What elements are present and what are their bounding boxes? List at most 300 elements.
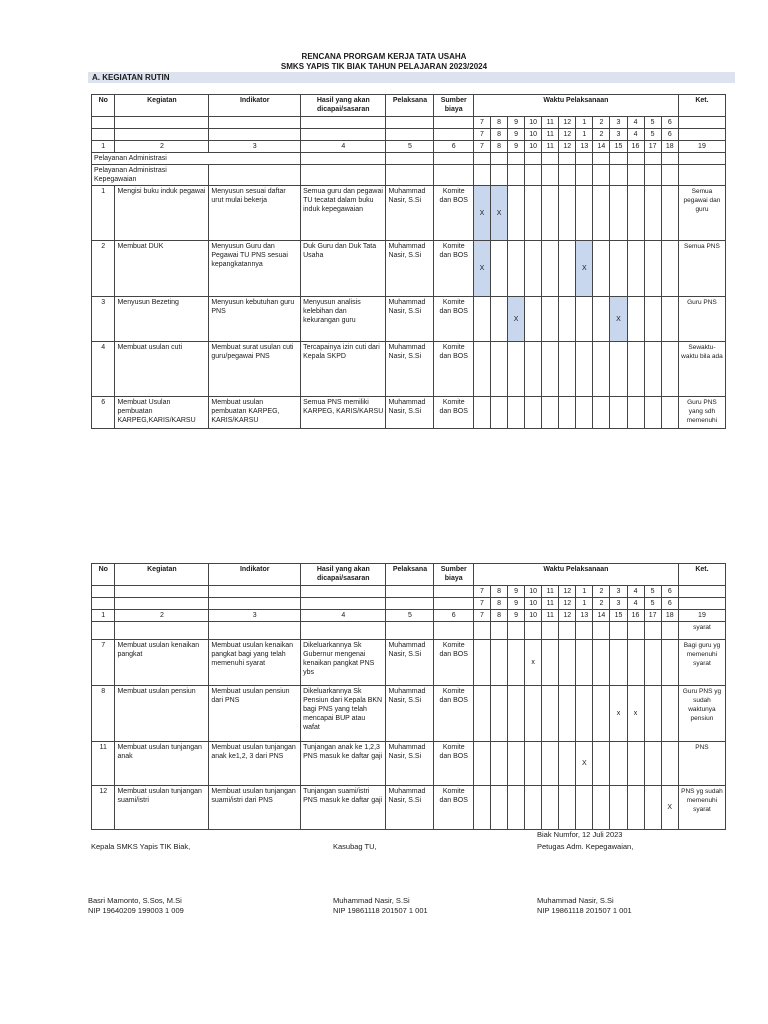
schedule-mark <box>644 186 661 241</box>
index-spacer <box>209 129 301 141</box>
row-no: 6 <box>92 397 115 429</box>
header-hasil: Hasil yang akan dicapai/sasaran <box>301 95 386 117</box>
month-cell: 3 <box>610 129 627 141</box>
schedule-mark <box>593 186 610 241</box>
row-pelaksana: Muhammad Nasir, S.Si <box>386 640 434 686</box>
month-cell: 3 <box>610 117 627 129</box>
schedule-mark <box>559 297 576 342</box>
row-pelaksana: Muhammad Nasir, S.Si <box>386 686 434 742</box>
column-index-cell: 2 <box>115 141 209 153</box>
row-kegiatan: Membuat usulan kenaikan pangkat <box>115 640 209 686</box>
carry-ket: syarat <box>678 622 725 640</box>
column-index-cell: 6 <box>434 141 473 153</box>
carry-spacer <box>92 622 115 640</box>
month-cell: 8 <box>491 586 508 598</box>
row-hasil: Semua guru dan pegawai TU tecatat dalam buku induk kepegawaian <box>301 186 386 241</box>
row-kegiatan: Membuat usulan pensiun <box>115 686 209 742</box>
category-spacer <box>301 153 386 165</box>
category-spacer <box>491 153 508 165</box>
header-waktu: Waktu Pelaksanaan <box>473 564 678 586</box>
schedule-mark: x <box>627 686 644 742</box>
month-cell: 2 <box>593 598 610 610</box>
row-indikator: Menyusun Guru dan Pegawai TU PNS sesuai kepangkatannya <box>209 241 301 297</box>
schedule-mark <box>491 297 508 342</box>
schedule-mark <box>610 786 627 830</box>
carry-over-row <box>92 622 726 640</box>
schedule-mark <box>661 186 678 241</box>
schedule-mark <box>644 297 661 342</box>
schedule-mark <box>559 186 576 241</box>
table-row <box>92 297 726 342</box>
carry-spacer <box>434 622 473 640</box>
schedule-mark <box>593 241 610 297</box>
column-index-cell: 4 <box>301 141 386 153</box>
schedule-mark <box>644 640 661 686</box>
schedule-mark <box>542 742 559 786</box>
index-spacer <box>386 598 434 610</box>
schedule-mark <box>559 742 576 786</box>
schedule-mark <box>542 297 559 342</box>
row-no: 11 <box>92 742 115 786</box>
column-index-cell: 14 <box>593 141 610 153</box>
row-pelaksana: Muhammad Nasir, S.Si <box>386 397 434 429</box>
column-index-cell: 12 <box>559 610 576 622</box>
month-cell: 7 <box>473 117 490 129</box>
carry-spacer <box>508 622 525 640</box>
row-indikator: Menyusun sesuai daftar urut mulai bekerja <box>209 186 301 241</box>
row-ket: Guru PNS <box>678 297 725 342</box>
column-index-cell: 3 <box>209 610 301 622</box>
schedule-mark <box>661 742 678 786</box>
column-index-cell: 2 <box>115 610 209 622</box>
category-spacer <box>434 153 473 165</box>
schedule-mark <box>610 186 627 241</box>
column-index-cell: 11 <box>542 141 559 153</box>
header-waktu: Waktu Pelaksanaan <box>473 95 678 117</box>
schedule-mark <box>508 640 525 686</box>
schedule-mark <box>644 786 661 830</box>
category-spacer <box>627 153 644 165</box>
column-index-cell: 13 <box>576 610 593 622</box>
column-index-cell: 11 <box>542 610 559 622</box>
index-spacer <box>386 129 434 141</box>
schedule-mark <box>491 241 508 297</box>
month-cell: 4 <box>627 586 644 598</box>
schedule-mark <box>644 397 661 429</box>
schedule-mark <box>508 342 525 397</box>
month-cell: 6 <box>661 586 678 598</box>
month-cell: 3 <box>610 586 627 598</box>
column-index-cell: 16 <box>627 141 644 153</box>
schedule-mark <box>576 397 593 429</box>
row-pelaksana: Muhammad Nasir, S.Si <box>386 186 434 241</box>
month-cell: 12 <box>559 598 576 610</box>
schedule-mark <box>473 297 490 342</box>
category-row <box>92 165 726 186</box>
schedule-mark: X <box>491 186 508 241</box>
row-kegiatan: Mengisi buku induk pegawai <box>115 186 209 241</box>
category-spacer <box>644 153 661 165</box>
column-index-cell: 12 <box>559 141 576 153</box>
month-cell: 4 <box>627 129 644 141</box>
carry-spacer <box>542 622 559 640</box>
schedule-mark <box>576 342 593 397</box>
month-cell: 8 <box>491 598 508 610</box>
carry-spacer <box>644 622 661 640</box>
schedule-mark <box>576 297 593 342</box>
schedule-mark <box>576 686 593 742</box>
month-cell: 10 <box>525 586 542 598</box>
schedule-mark <box>576 186 593 241</box>
row-indikator: Membuat usulan pembuatan KARPEG, KARIS/KARSU <box>209 397 301 429</box>
schedule-mark <box>542 241 559 297</box>
category-spacer <box>593 153 610 165</box>
row-indikator: Membuat usulan kenaikan pangkat bagi yang telah memenuhi syarat <box>209 640 301 686</box>
category-spacer <box>301 165 386 186</box>
month-cell: 5 <box>644 117 661 129</box>
schedule-mark <box>491 686 508 742</box>
index-spacer <box>209 598 301 610</box>
index-spacer <box>115 598 209 610</box>
carry-spacer <box>491 622 508 640</box>
row-ket: PNS <box>678 742 725 786</box>
schedule-mark <box>525 342 542 397</box>
column-index-cell: 9 <box>508 141 525 153</box>
column-index-cell: 17 <box>644 141 661 153</box>
category-spacer <box>559 165 576 186</box>
month-spacer <box>92 117 115 129</box>
row-no: 12 <box>92 786 115 830</box>
month-cell: 6 <box>661 129 678 141</box>
month-spacer <box>386 117 434 129</box>
row-hasil: Tunjangan suami/istri PNS masuk ke daftar gaji <box>301 786 386 830</box>
column-index-cell: 7 <box>473 610 490 622</box>
schedule-mark <box>610 397 627 429</box>
category-spacer <box>593 165 610 186</box>
month-cell: 8 <box>491 117 508 129</box>
section-heading: A. KEGIATAN RUTIN <box>88 72 735 83</box>
schedule-mark <box>559 686 576 742</box>
carry-spacer <box>473 622 490 640</box>
column-index-cell: 8 <box>491 610 508 622</box>
index-row <box>92 129 726 141</box>
column-index-cell: 3 <box>209 141 301 153</box>
signer-right-role: Petugas Adm. Kepegawaian, <box>537 842 634 851</box>
schedule-mark <box>542 397 559 429</box>
header-sumber: Sumber biaya <box>434 564 473 586</box>
month-cell: 10 <box>525 598 542 610</box>
header-ket: Ket. <box>678 95 725 117</box>
schedule-mark <box>576 786 593 830</box>
category-spacer <box>610 165 627 186</box>
schedule-mark <box>491 786 508 830</box>
month-cell: 9 <box>508 598 525 610</box>
month-cell: 5 <box>644 586 661 598</box>
program-table-2 <box>91 563 726 830</box>
schedule-mark <box>644 742 661 786</box>
schedule-mark <box>644 342 661 397</box>
index-row <box>92 598 726 610</box>
month-spacer <box>386 586 434 598</box>
schedule-mark <box>559 342 576 397</box>
schedule-mark <box>473 786 490 830</box>
row-no: 2 <box>92 241 115 297</box>
category-spacer <box>386 165 434 186</box>
schedule-mark <box>627 640 644 686</box>
header-pelaksana: Pelaksana <box>386 95 434 117</box>
schedule-mark <box>661 297 678 342</box>
row-sumber: Komite dan BOS <box>434 786 473 830</box>
category-spacer <box>678 165 725 186</box>
schedule-mark <box>525 686 542 742</box>
category-spacer <box>525 153 542 165</box>
schedule-mark: X <box>508 297 525 342</box>
column-index-cell: 4 <box>301 610 386 622</box>
schedule-mark <box>491 342 508 397</box>
column-index-cell: 18 <box>661 610 678 622</box>
schedule-mark <box>593 786 610 830</box>
category-spacer <box>559 153 576 165</box>
signer-mid-role: Kasubag TU, <box>333 842 377 851</box>
row-hasil: Menyusun analisis kelebihan dan kekurangan guru <box>301 297 386 342</box>
schedule-mark <box>593 297 610 342</box>
month-cell: 12 <box>559 129 576 141</box>
month-row <box>92 117 726 129</box>
row-pelaksana: Muhammad Nasir, S.Si <box>386 342 434 397</box>
column-index-cell: 19 <box>678 610 725 622</box>
schedule-mark <box>644 241 661 297</box>
row-sumber: Komite dan BOS <box>434 686 473 742</box>
schedule-mark <box>473 742 490 786</box>
schedule-mark <box>610 640 627 686</box>
month-cell: 12 <box>559 117 576 129</box>
row-no: 1 <box>92 186 115 241</box>
schedule-mark: x <box>525 640 542 686</box>
schedule-mark: X <box>473 186 490 241</box>
category-spacer <box>576 153 593 165</box>
category-spacer <box>386 153 434 165</box>
schedule-mark <box>508 186 525 241</box>
month-spacer <box>209 117 301 129</box>
month-cell: 7 <box>473 586 490 598</box>
signer-right-name: Muhammad Nasir, S.Si <box>537 896 614 905</box>
month-cell: 2 <box>593 129 610 141</box>
row-indikator: Membuat usulan tunjangan anak ke1,2, 3 dari PNS <box>209 742 301 786</box>
category-spacer <box>473 165 490 186</box>
schedule-mark <box>542 640 559 686</box>
category-label: Pelayanan Administrasi Kepegawaian <box>92 165 209 186</box>
schedule-mark <box>525 241 542 297</box>
index-spacer <box>301 129 386 141</box>
row-indikator: Membuat usulan pensiun dari PNS <box>209 686 301 742</box>
carry-spacer <box>559 622 576 640</box>
row-no: 4 <box>92 342 115 397</box>
row-pelaksana: Muhammad Nasir, S.Si <box>386 241 434 297</box>
schedule-mark <box>525 742 542 786</box>
category-spacer <box>678 153 725 165</box>
schedule-mark: X <box>661 786 678 830</box>
month-cell: 5 <box>644 129 661 141</box>
category-spacer <box>644 165 661 186</box>
signer-left-name: Basri Mamonto, S.Sos, M.Si <box>88 896 182 905</box>
carry-spacer <box>576 622 593 640</box>
index-spacer <box>92 598 115 610</box>
index-spacer <box>678 129 725 141</box>
column-index-cell: 16 <box>627 610 644 622</box>
column-index-cell: 10 <box>525 610 542 622</box>
column-index-cell: 5 <box>386 141 434 153</box>
month-cell: 4 <box>627 598 644 610</box>
schedule-mark <box>473 686 490 742</box>
row-sumber: Komite dan BOS <box>434 186 473 241</box>
month-cell: 10 <box>525 129 542 141</box>
schedule-mark <box>525 786 542 830</box>
category-spacer <box>576 165 593 186</box>
month-cell: 1 <box>576 117 593 129</box>
header-kegiatan: Kegiatan <box>115 95 209 117</box>
schedule-mark <box>542 686 559 742</box>
schedule-mark <box>627 397 644 429</box>
column-index-cell: 5 <box>386 610 434 622</box>
column-index-cell: 7 <box>473 141 490 153</box>
schedule-mark <box>627 342 644 397</box>
month-cell: 9 <box>508 129 525 141</box>
schedule-mark <box>525 186 542 241</box>
row-kegiatan: Membuat usulan tunjangan anak <box>115 742 209 786</box>
row-indikator: Membuat surat usulan cuti guru/pegawai PNS <box>209 342 301 397</box>
row-hasil: Dikeluarkannya Sk Gubernur mengenai kenaikan pangkat PNS ybs <box>301 640 386 686</box>
table-row <box>92 186 726 241</box>
row-ket: Guru PNS yg sudah waktunya pensiun <box>678 686 725 742</box>
month-spacer <box>209 586 301 598</box>
index-spacer <box>115 129 209 141</box>
row-kegiatan: Membuat usulan tunjangan suami/istri <box>115 786 209 830</box>
row-no: 3 <box>92 297 115 342</box>
signer-left-role: Kepala SMKS Yapis TIK Biak, <box>91 842 191 851</box>
month-spacer <box>301 117 386 129</box>
row-sumber: Komite dan BOS <box>434 342 473 397</box>
row-kegiatan: Membuat DUK <box>115 241 209 297</box>
header-row <box>92 564 726 586</box>
column-index-row <box>92 610 726 622</box>
month-cell: 7 <box>473 129 490 141</box>
table-row <box>92 342 726 397</box>
column-index-cell: 6 <box>434 610 473 622</box>
category-spacer <box>434 165 473 186</box>
schedule-mark <box>542 342 559 397</box>
carry-spacer <box>386 622 434 640</box>
row-sumber: Komite dan BOS <box>434 742 473 786</box>
carry-spacer <box>115 622 209 640</box>
month-cell: 2 <box>593 117 610 129</box>
schedule-mark <box>559 640 576 686</box>
column-index-cell: 1 <box>92 610 115 622</box>
row-kegiatan: Membuat usulan cuti <box>115 342 209 397</box>
index-spacer <box>434 598 473 610</box>
header-row <box>92 95 726 117</box>
carry-spacer <box>525 622 542 640</box>
month-cell: 6 <box>661 598 678 610</box>
schedule-mark: X <box>473 241 490 297</box>
month-spacer <box>434 586 473 598</box>
category-spacer <box>508 165 525 186</box>
schedule-mark <box>508 241 525 297</box>
schedule-mark <box>491 742 508 786</box>
row-no: 7 <box>92 640 115 686</box>
category-spacer <box>508 153 525 165</box>
schedule-mark <box>559 397 576 429</box>
header-indikator: Indikator <box>209 564 301 586</box>
header-ket: Ket. <box>678 564 725 586</box>
category-spacer <box>542 153 559 165</box>
signer-mid-nip: NIP 19861118 201507 1 001 <box>333 906 428 915</box>
category-spacer <box>491 165 508 186</box>
column-index-cell: 13 <box>576 141 593 153</box>
schedule-mark: X <box>576 241 593 297</box>
carry-spacer <box>627 622 644 640</box>
column-index-cell: 15 <box>610 141 627 153</box>
month-cell: 5 <box>644 598 661 610</box>
row-ket: Semua PNS <box>678 241 725 297</box>
place-date: Biak Numfor, 12 Juli 2023 <box>537 830 623 839</box>
row-indikator: Menyusun kebutuhan guru PNS <box>209 297 301 342</box>
signer-left-nip: NIP 19640209 199003 1 009 <box>88 906 184 915</box>
header-no: No <box>92 95 115 117</box>
row-ket: Bagi guru yg memenuhi syarat <box>678 640 725 686</box>
schedule-mark <box>610 742 627 786</box>
column-index-row <box>92 141 726 153</box>
row-hasil: Tunjangan anak ke 1,2,3 PNS masuk ke daftar gaji <box>301 742 386 786</box>
schedule-mark: X <box>610 297 627 342</box>
month-cell: 12 <box>559 586 576 598</box>
schedule-mark <box>593 742 610 786</box>
category-spacer <box>209 165 301 186</box>
month-cell: 11 <box>542 586 559 598</box>
schedule-mark <box>576 640 593 686</box>
month-spacer <box>92 586 115 598</box>
schedule-mark <box>542 186 559 241</box>
row-sumber: Komite dan BOS <box>434 397 473 429</box>
row-hasil: Tercapainya izin cuti dari Kepala SKPD <box>301 342 386 397</box>
signer-mid-name: Muhammad Nasir, S.Si <box>333 896 410 905</box>
header-indikator: Indikator <box>209 95 301 117</box>
column-index-cell: 1 <box>92 141 115 153</box>
schedule-mark <box>644 686 661 742</box>
schedule-mark <box>661 342 678 397</box>
month-cell: 11 <box>542 117 559 129</box>
column-index-cell: 18 <box>661 141 678 153</box>
row-hasil: Dikeluarkannya Sk Pensiun dari Kepala BKN bagi PNS yang telah mencapai BUP atau wafat <box>301 686 386 742</box>
row-ket: Sewaktu-waktu bila ada <box>678 342 725 397</box>
row-sumber: Komite dan BOS <box>434 640 473 686</box>
table-row <box>92 640 726 686</box>
table-row <box>92 742 726 786</box>
schedule-mark: x <box>610 686 627 742</box>
category-spacer <box>525 165 542 186</box>
index-spacer <box>301 598 386 610</box>
schedule-mark <box>508 397 525 429</box>
month-cell: 11 <box>542 129 559 141</box>
table-row <box>92 786 726 830</box>
category-spacer <box>610 153 627 165</box>
column-index-cell: 10 <box>525 141 542 153</box>
schedule-mark <box>627 241 644 297</box>
schedule-mark <box>627 297 644 342</box>
schedule-mark <box>610 342 627 397</box>
schedule-mark <box>473 342 490 397</box>
month-cell: 11 <box>542 598 559 610</box>
carry-spacer <box>301 622 386 640</box>
